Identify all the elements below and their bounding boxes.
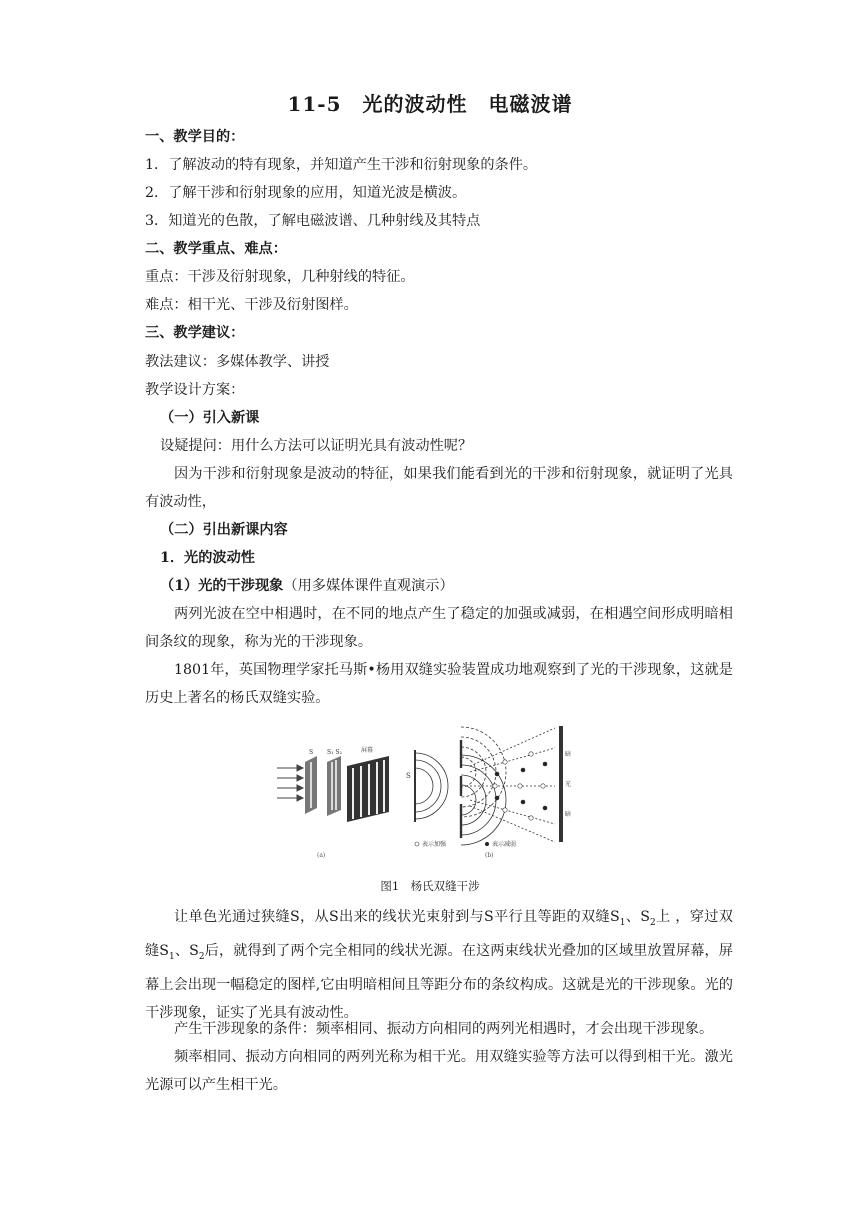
condition-paragraph: 产生干涉现象的条件：频率相同、振动方向相同的两列光相遇时，才会出现干涉现象。 [174, 1021, 714, 1037]
objective-item: 3．知道光的色散，了解电磁波谱、几种射线及其特点 [145, 213, 481, 229]
figure-caption: 图1 杨氏双缝干涉 [380, 879, 480, 893]
young-paragraph: 1801年，英国物理学家托马斯•杨用双缝实验装置成功地观察到了光的干涉现象，这就是历史上著名的杨氏双缝实验。 [145, 662, 733, 706]
screen-char: 光 [565, 781, 572, 788]
label-s: S [309, 749, 314, 756]
label-screen: 屏幕 [361, 747, 374, 754]
legend-dark-label: 表示减弱 [492, 841, 517, 848]
definition-paragraph: 两列光波在空中相遇时，在不同的地点产生了稳定的加强或减弱，在相遇空间形成明暗相间条纹的现象，称为光的干涉现象。 [145, 606, 733, 650]
slit-explanation-paragraph [145, 903, 733, 1027]
part-heading-content: （二）引出新课内容 [160, 522, 288, 538]
subheading-wave-nature: 1．光的波动性 [160, 550, 255, 566]
text-run: 后，就得到了两个完全相同的线状光源。在这两束线状光叠加的区域里放置屏幕，屏幕上会出现一幅稳定的图样,它由明暗相间且等距分布的条纹构成。这就是光的干涉现象。光的干涉现象，证实了光具有波动性。 [145, 942, 733, 1021]
double-slit-figure [265, 720, 575, 868]
section-heading-key-points: 二、教学重点、难点： [145, 241, 287, 257]
question-text: 设疑提问：用什么方法可以证明光具有波动性呢？ [160, 438, 473, 454]
text-run: 、S [625, 909, 650, 925]
screen-char: 暗 [565, 811, 572, 818]
subscript: 2 [649, 917, 656, 928]
subheading-interference [160, 576, 745, 596]
label-s1-s2: S₁ S₂ [327, 749, 342, 756]
method-text: 教法建议：多媒体教学、讲授 [145, 354, 330, 370]
subheading-interference-label: （1）光的干涉现象 [160, 578, 284, 594]
design-text: 教学设计方案： [145, 382, 245, 398]
subscript: 1 [169, 951, 175, 962]
subheading-interference-note: （用多媒体课件直观演示） [283, 578, 454, 594]
page-title: 11-5 光的波动性 电磁波谱 [287, 92, 573, 116]
section-heading-objectives: 一、教学目的： [145, 129, 245, 145]
section-heading-suggestions: 三、教学建议： [145, 325, 245, 341]
answer-paragraph: 因为干涉和衍射现象是波动的特征，如果我们能看到光的干涉和衍射现象，就证明了光具有波动性， [145, 466, 733, 510]
key-point-text: 重点：干涉及衍射现象，几种射线的特征。 [145, 269, 415, 285]
single-slit-plate [305, 756, 317, 814]
difficult-point-text: 难点：相干光、干涉及衍射图样。 [145, 297, 358, 313]
legend-bright-label: 表示加强 [422, 841, 447, 848]
part-heading-intro: （一）引入新课 [160, 410, 260, 426]
observation-screen [559, 726, 571, 842]
label-b: (b) [485, 852, 494, 859]
text-run: 、S [174, 942, 199, 959]
label-a: (a) [317, 852, 326, 859]
text-run: 让单色光通过狭缝S，从S出来的线状光束射到与S平行且等距的双缝S [174, 909, 620, 925]
legend-dark-marker [485, 842, 489, 846]
text-run: 上 ，穿过双缝S [145, 909, 733, 959]
incident-light-arrows [277, 765, 303, 801]
double-slit-plate [327, 756, 341, 816]
fringe-screen [347, 756, 389, 822]
legend-bright-marker [415, 842, 419, 846]
wave-diagram [406, 727, 555, 845]
screen-char: 暗 [565, 751, 572, 758]
objective-item: 2．了解干涉和衍射现象的应用，知道光波是横波。 [145, 185, 467, 201]
label-s-wave: S [406, 772, 411, 780]
objective-item: 1．了解波动的特有现象，并知道产生干涉和衍射现象的条件。 [145, 157, 538, 173]
coherent-light-paragraph: 频率相同、振动方向相同的两列光称为相干光。用双缝实验等方法可以得到相干光。激光光源可以产生相干光。 [145, 1049, 733, 1093]
subscript: 1 [619, 917, 626, 928]
subscript: 2 [198, 951, 205, 962]
